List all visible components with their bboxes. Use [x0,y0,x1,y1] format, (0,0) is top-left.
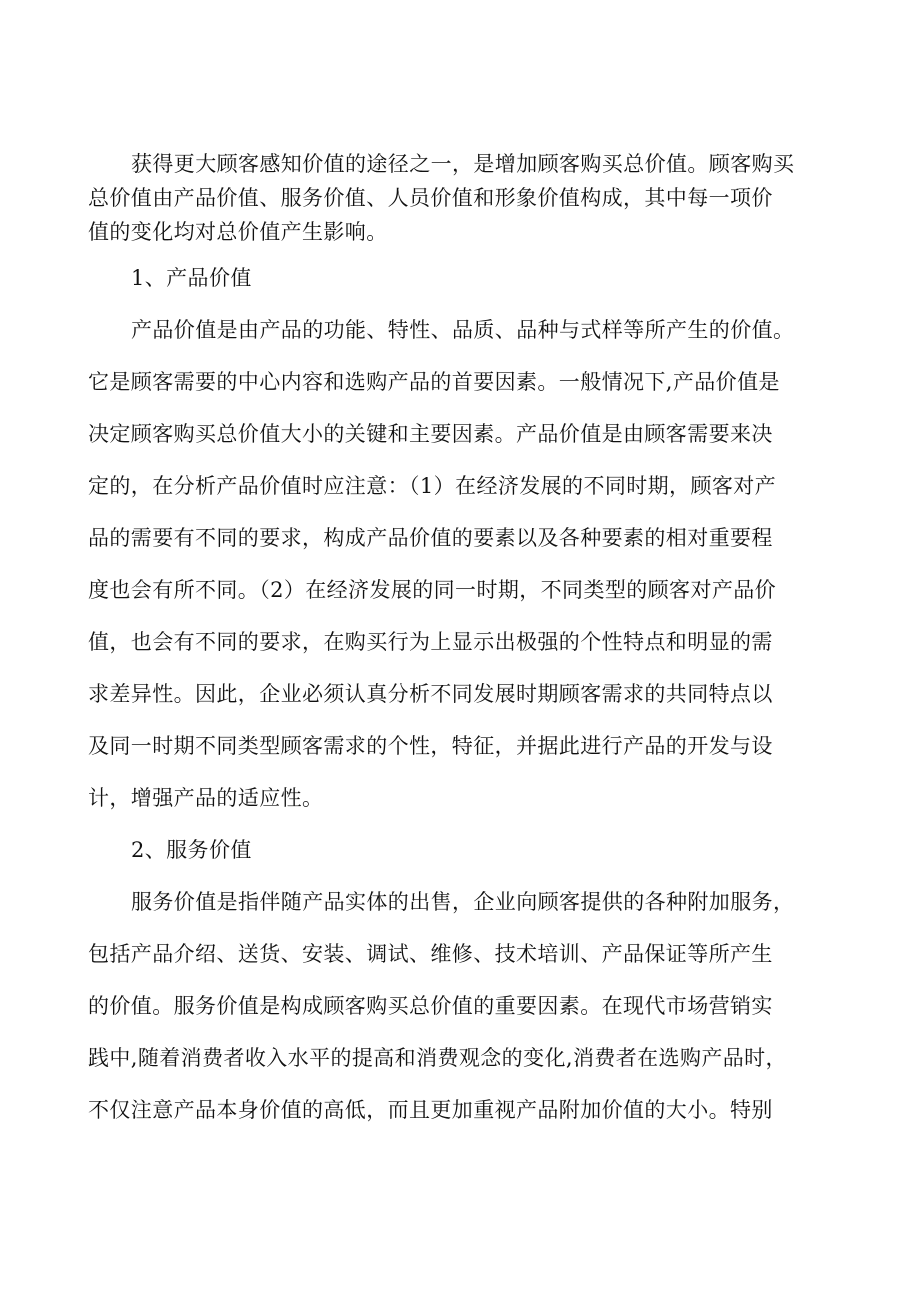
intro-line-3: 值的变化均对总价值产生影响。 [88,220,388,244]
section-1-heading: 1、产品价值 [131,266,252,290]
section-2-line-1: 服务价值是指伴随产品实体的出售，企业向顾客提供的各种附加服务， [131,890,795,914]
section-1-line-2: 它是顾客需要的中心内容和选购产品的首要因素。一般情况下,产品价值是 [88,370,780,394]
section-2-line-3: 的价值。服务价值是构成顾客购买总价值的重要因素。在现代市场营销实 [88,994,773,1018]
section-1-line-1: 产品价值是由产品的功能、特性、品质、品种与式样等所产生的价值。 [131,318,795,342]
section-1-line-9: 及同一时期不同类型顾客需求的个性，特征，并据此进行产品的开发与设 [88,734,773,758]
section-2-heading: 2、服务价值 [131,838,252,862]
section-1-line-3: 决定顾客购买总价值大小的关键和主要因素。产品价值是由顾客需要来决 [88,422,773,446]
section-1-line-7: 值，也会有不同的要求，在购买行为上显示出极强的个性特点和明显的需 [88,630,773,654]
section-1-line-10: 计，增强产品的适应性。 [88,786,324,810]
section-2-line-2: 包括产品介绍、送货、安装、调试、维修、技术培训、产品保证等所产生 [88,942,773,966]
intro-line-2: 总价值由产品价值、服务价值、人员价值和形象价值构成，其中每一项价 [88,186,773,210]
section-2-line-4: 践中,随着消费者收入水平的提高和消费观念的变化,消费者在选购产品时， [88,1046,787,1070]
section-1-line-5: 品的需要有不同的要求，构成产品价值的要素以及各种要素的相对重要程 [88,526,773,550]
section-1-line-4: 定的，在分析产品价值时应注意：（1）在经济发展的不同时期，顾客对产 [88,474,777,498]
section-2-line-5: 不仅注意产品本身价值的高低，而且更加重视产品附加价值的大小。特别 [88,1098,773,1122]
section-1-line-8: 求差异性。因此，企业必须认真分析不同发展时期顾客需求的共同特点以 [88,682,773,706]
intro-line-1: 获得更大顾客感知价值的途径之一，是增加顾客购买总价值。顾客购买 [131,152,795,176]
section-1-line-6: 度也会有所不同。（2）在经济发展的同一时期，不同类型的顾客对产品价 [88,578,777,602]
